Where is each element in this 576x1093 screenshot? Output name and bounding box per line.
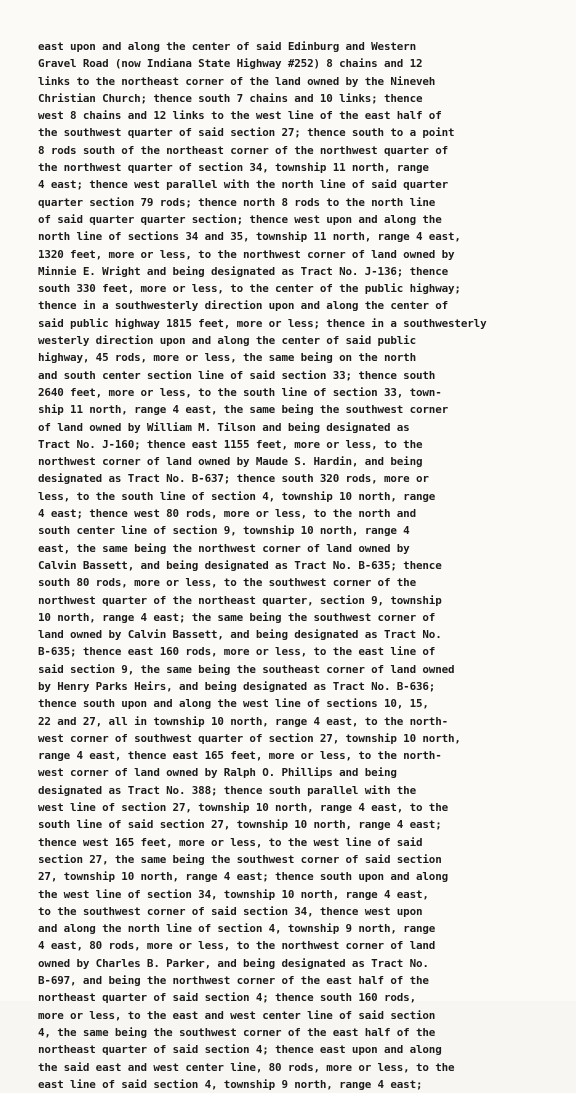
text-line: thence south upon and along the west line of sections 10, 15, bbox=[38, 697, 429, 711]
text-line: B-697, and being the northwest corner of the east half of the bbox=[38, 974, 429, 988]
text-line: Calvin Bassett, and being designated as Tract No. B-635; thence bbox=[38, 558, 442, 572]
text-line: 8 rods south of the northeast corner of the northwest quarter of bbox=[38, 143, 449, 157]
text-line: ship 11 north, range 4 east, the same being the southwest corner bbox=[38, 403, 449, 417]
text-line: the southwest quarter of said section 27; thence south to a point bbox=[38, 126, 455, 140]
text-line: and along the north line of section 4, township 9 north, range bbox=[38, 922, 436, 936]
text-line: 22 and 27, all in township 10 north, range 4 east, to the north- bbox=[38, 714, 449, 728]
text-line: northeast quarter of said section 4; thence south 160 rods, bbox=[38, 991, 416, 1005]
text-line: northwest corner of land owned by Maude S. Hardin, and being bbox=[38, 455, 423, 469]
text-line: Christian Church; thence south 7 chains and 10 links; thence bbox=[38, 91, 423, 105]
text-line: 10 north, range 4 east; the same being the southwest corner of bbox=[38, 610, 436, 624]
text-line: west corner of land owned by Ralph O. Phillips and being bbox=[38, 766, 397, 780]
text-line: by Henry Parks Heirs, and being designated as Tract No. B-636; bbox=[38, 679, 436, 693]
text-line: south 330 feet, more or less, to the center of the public highway; bbox=[38, 282, 461, 296]
text-line: west line of section 27, township 10 north, range 4 east, to the bbox=[38, 801, 449, 815]
text-line: range 4 east, thence east 165 feet, more or less, to the north- bbox=[38, 749, 442, 763]
text-line: 4 east; thence west parallel with the north line of said quarter bbox=[38, 178, 449, 192]
text-line: of land owned by William M. Tilson and being designated as bbox=[38, 420, 410, 434]
text-line: 4, the same being the southwest corner of the east half of the bbox=[38, 1025, 436, 1039]
text-line: west 8 chains and 12 links to the west line of the east half of bbox=[38, 109, 442, 123]
text-line: south line of said section 27, township 10 north, range 4 east; bbox=[38, 818, 442, 832]
text-line: east upon and along the center of said Edinburg and Western bbox=[38, 40, 416, 53]
text-line: the northwest quarter of section 34, township 11 north, range bbox=[38, 161, 429, 175]
text-line: westerly direction upon and along the center of said public bbox=[38, 334, 416, 348]
text-line: west corner of southwest quarter of section 27, township 10 north, bbox=[38, 731, 461, 745]
text-line: northeast quarter of said section 4; thence east upon and along bbox=[38, 1043, 442, 1057]
text-line: Gravel Road (now Indiana State Highway #252) 8 chains and 12 bbox=[38, 57, 423, 71]
text-line: east line of said section 4, township 9 north, range 4 east; bbox=[38, 1077, 423, 1091]
text-line: links to the northeast corner of the land owned by the Nineveh bbox=[38, 74, 436, 88]
text-line: 27, township 10 north, range 4 east; thence south upon and along bbox=[38, 870, 449, 884]
text-line: 1320 feet, more or less, to the northwest corner of land owned by bbox=[38, 247, 455, 261]
text-line: section 27, the same being the southwest corner of said section bbox=[38, 852, 442, 866]
text-line: 4 east; thence west 80 rods, more or less, to the north and bbox=[38, 507, 416, 521]
text-line: thence west 165 feet, more or less, to the west line of said bbox=[38, 835, 423, 849]
text-line: designated as Tract No. B-637; thence south 320 rods, more or bbox=[38, 472, 429, 486]
text-line: designated as Tract No. 388; thence south parallel with the bbox=[38, 783, 416, 797]
text-line: land owned by Calvin Bassett, and being designated as Tract No. bbox=[38, 628, 442, 642]
text-line: said section 9, the same being the southeast corner of land owned bbox=[38, 662, 455, 676]
text-line: east, the same being the northwest corner of land owned by bbox=[38, 541, 410, 555]
text-line: the said east and west center line, 80 rods, more or less, to the bbox=[38, 1060, 455, 1074]
text-line: less, to the south line of section 4, township 10 north, range bbox=[38, 489, 436, 503]
text-line: more or less, to the east and west center line of said section bbox=[38, 1008, 436, 1022]
text-line: Tract No. J-160; thence east 1155 feet, more or less, to the bbox=[38, 437, 423, 451]
text-line: said public highway 1815 feet, more or less; thence in a southwesterly bbox=[38, 316, 487, 330]
text-line: south center line of section 9, township 10 north, range 4 bbox=[38, 524, 410, 538]
text-line: of said quarter quarter section; thence west upon and along the bbox=[38, 212, 442, 226]
text-line: to the southwest corner of said section 34, thence west upon bbox=[38, 904, 423, 918]
text-line: northwest quarter of the northeast quarter, section 9, township bbox=[38, 593, 442, 607]
text-line: 2640 feet, more or less, to the south line of section 33, town- bbox=[38, 385, 442, 399]
text-line: B-635; thence east 160 rods, more or less, to the east line of bbox=[38, 645, 436, 659]
text-line: Minnie E. Wright and being designated as Tract No. J-136; thence bbox=[38, 264, 449, 278]
text-line: quarter section 79 rods; thence north 8 rods to the north line bbox=[38, 195, 436, 209]
text-line: owned by Charles B. Parker, and being designated as Tract No. bbox=[38, 956, 429, 970]
legal-description-text bbox=[38, 38, 548, 1093]
text-line: and south center section line of said section 33; thence south bbox=[38, 368, 436, 382]
text-line: thence in a southwesterly direction upon and along the center of bbox=[38, 299, 449, 313]
text-line: 4 east, 80 rods, more or less, to the northwest corner of land bbox=[38, 939, 436, 953]
text-line: north line of sections 34 and 35, township 11 north, range 4 east, bbox=[38, 230, 461, 244]
text-line: highway, 45 rods, more or less, the same being on the north bbox=[38, 351, 416, 365]
text-line: the west line of section 34, township 10 north, range 4 east, bbox=[38, 887, 429, 901]
text-line: south 80 rods, more or less, to the southwest corner of the bbox=[38, 576, 416, 590]
